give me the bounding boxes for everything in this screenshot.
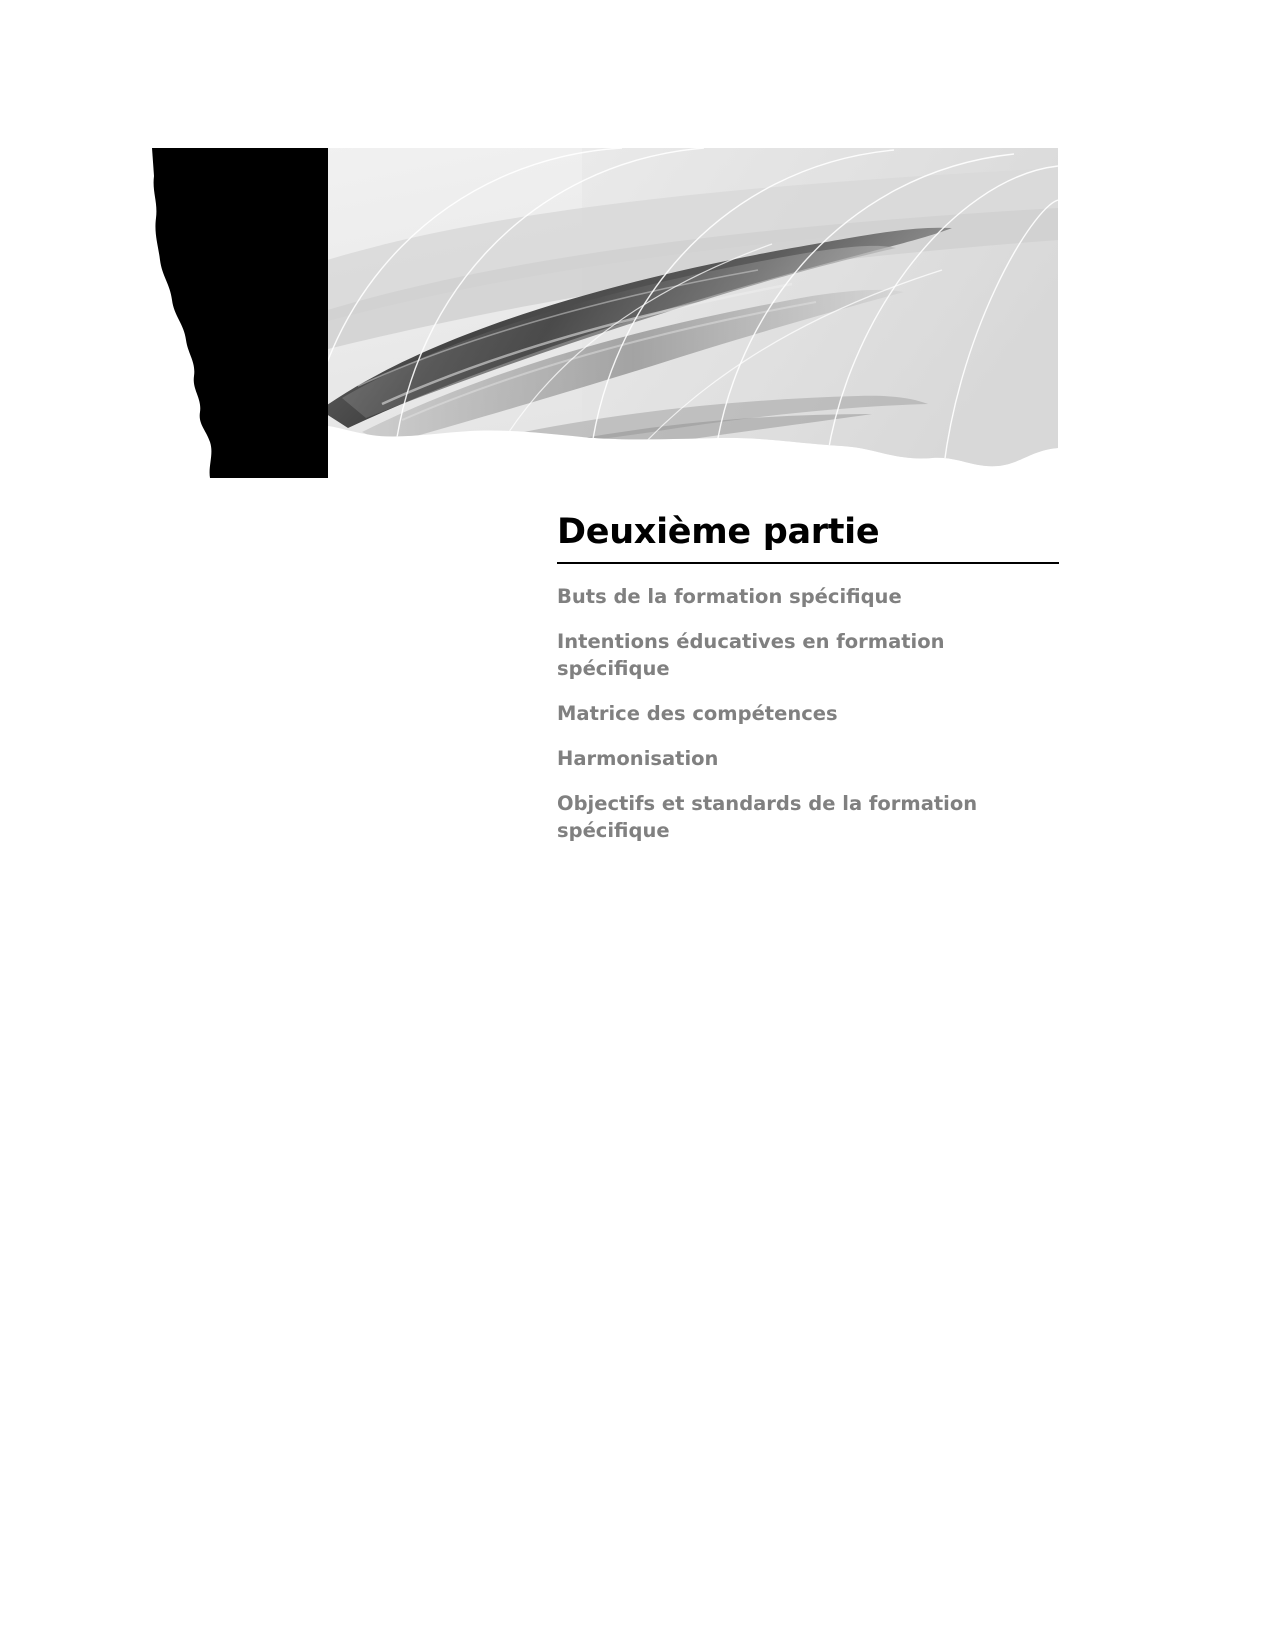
table-of-contents: [557, 584, 1059, 844]
banner-image: [152, 148, 1058, 483]
toc-item-intentions[interactable]: Intentions éducatives en formation spécifique: [557, 630, 945, 681]
page-title: Deuxième partie: [557, 512, 880, 552]
title-divider: [557, 562, 1059, 564]
banner-graphic: [152, 148, 1058, 483]
toc-item-buts[interactable]: Buts de la formation spécifique: [557, 585, 902, 609]
part-title-block: [557, 512, 1059, 845]
toc-item-harmonisation[interactable]: Harmonisation: [557, 746, 719, 770]
toc-item-matrice[interactable]: Matrice des compétences: [557, 701, 838, 725]
toc-item-objectifs[interactable]: Objectifs et standards de la formation spécifique: [557, 791, 978, 842]
